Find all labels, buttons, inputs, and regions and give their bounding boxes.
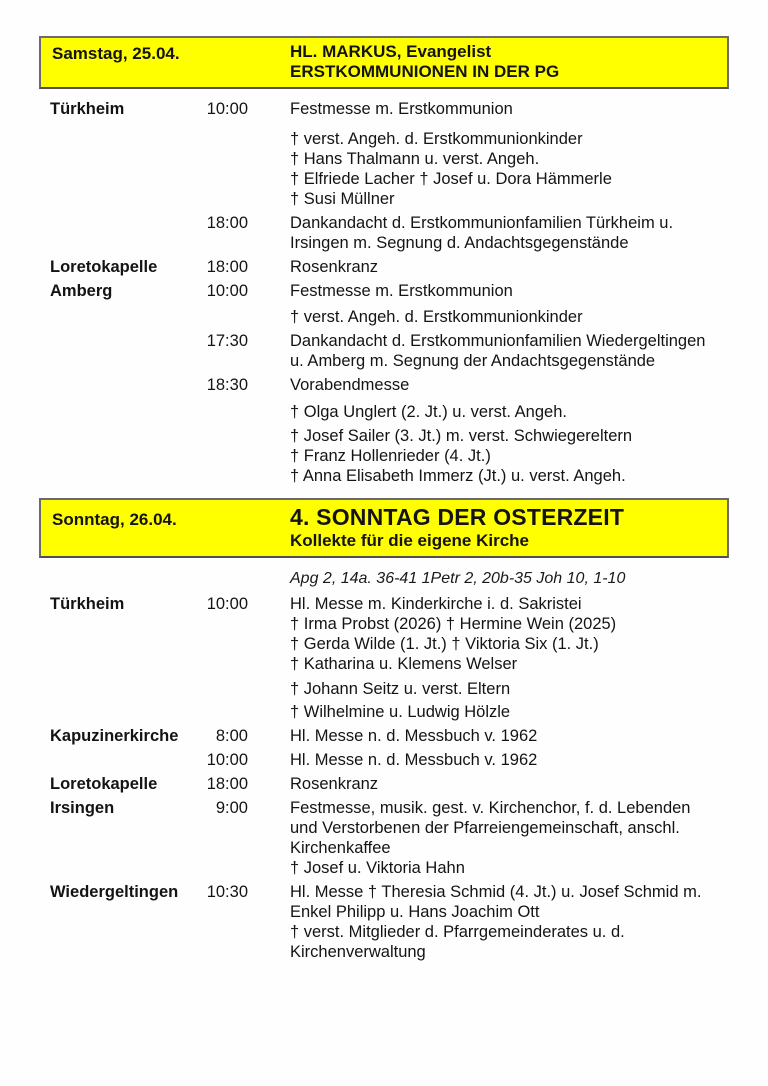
intention-line: † Anna Elisabeth Immerz (Jt.) u. verst. Angeh. [290, 467, 626, 485]
feast-subtitle: ERSTKOMMUNIONEN IN DER PG [290, 62, 560, 81]
service-details [248, 750, 729, 770]
location-label [50, 331, 200, 371]
intention-line: † Irma Probst (2026) † Hermine Wein (2025) [290, 615, 617, 633]
schedule-row [39, 726, 729, 746]
service-details [248, 726, 729, 746]
service-details [248, 882, 729, 962]
service-line: Dankandacht d. Erstkommunionfamilien Türkheim u. Irsingen m. Segnung d. Andachtsgegenstände [290, 214, 674, 252]
sunday-section [39, 498, 729, 962]
intention-line: † verst. Angeh. d. Erstkommunionkinder [290, 308, 583, 326]
time-label: 10:00 [206, 595, 248, 613]
service-details [248, 798, 729, 878]
schedule-row [39, 798, 729, 878]
sunday-schedule [39, 594, 729, 962]
feast-title: HL. MARKUS, Evangelist [290, 42, 492, 61]
time-label: 18:30 [206, 376, 248, 394]
service-line: Hl. Messe n. d. Messbuch v. 1962 [290, 727, 538, 745]
location-label: Türkheim [50, 595, 125, 613]
time-label: 18:00 [206, 214, 248, 232]
intention-line: † Katharina u. Klemens Welser [290, 655, 518, 673]
schedule-row [39, 281, 729, 327]
service-details [248, 213, 729, 253]
time-label: 17:30 [206, 332, 248, 350]
intention-line: † Olga Unglert (2. Jt.) u. verst. Angeh. [290, 403, 567, 421]
intention-line: † Johann Seitz u. verst. Eltern [290, 680, 511, 698]
service-line: Hl. Messe n. d. Messbuch v. 1962 [290, 751, 538, 769]
service-line: Hl. Messe m. Kinderkirche i. d. Sakristei [290, 595, 582, 613]
intention-line: † Elfriede Lacher † Josef u. Dora Hämmerle [290, 170, 612, 188]
service-details [248, 331, 729, 371]
location-label [50, 750, 200, 770]
service-details [248, 99, 729, 209]
time-label: 10:30 [206, 883, 248, 901]
time-label: 10:00 [206, 100, 248, 118]
schedule-row [39, 774, 729, 794]
service-details [248, 774, 729, 794]
saturday-header-bar [39, 36, 729, 89]
intention-line: † Hans Thalmann u. verst. Angeh. [290, 150, 540, 168]
day-titles [290, 42, 719, 82]
saturday-section [39, 36, 729, 486]
day-date: Sonntag, 26.04. [52, 510, 177, 529]
location-label: Loretokapelle [50, 258, 158, 276]
schedule-row [39, 331, 729, 371]
time-label: 9:00 [215, 799, 248, 817]
location-label [50, 213, 200, 253]
intention-line: † Franz Hollenrieder (4. Jt.) [290, 447, 491, 465]
service-line: Rosenkranz [290, 258, 379, 276]
service-details [248, 375, 729, 486]
schedule-row [39, 594, 729, 722]
location-label [50, 375, 200, 486]
schedule-row [39, 750, 729, 770]
service-line: Festmesse, musik. gest. v. Kirchenchor, f. d. Lebenden und Verstorbenen der Pfarreiengemeinschaft, anschl. Kirchenkaffee [290, 799, 691, 857]
service-line: Hl. Messe † Theresia Schmid (4. Jt.) u. Josef Schmid m. Enkel Philipp u. Hans Joachim Ott [290, 883, 702, 921]
sunday-header-bar [39, 498, 729, 558]
service-line: Vorabendmesse [290, 376, 410, 394]
location-label: Amberg [50, 282, 113, 300]
scripture-readings: Apg 2, 14a. 36-41 1Petr 2, 20b-35 Joh 10, 1-10 [290, 570, 626, 587]
schedule-row [39, 99, 729, 209]
service-details [248, 281, 729, 327]
schedule-row [39, 213, 729, 253]
time-label: 10:00 [206, 282, 248, 300]
intention-line: † Susi Müllner [290, 190, 395, 208]
location-label: Wiedergeltingen [50, 883, 179, 901]
location-label: Loretokapelle [50, 775, 158, 793]
intention-line: † verst. Angeh. d. Erstkommunionkinder [290, 130, 583, 148]
intention-line: † Josef Sailer (3. Jt.) m. verst. Schwiegereltern [290, 427, 633, 445]
schedule-row [39, 882, 729, 962]
service-line: Festmesse m. Erstkommunion [290, 282, 513, 300]
feast-subtitle: Kollekte für die eigene Kirche [290, 531, 530, 550]
time-label: 10:00 [206, 751, 248, 769]
schedule-row [39, 257, 729, 277]
service-details [248, 257, 729, 277]
location-label: Irsingen [50, 799, 115, 817]
intention-line: † verst. Mitglieder d. Pfarrgemeinderates u. d. Kirchenverwaltung [290, 923, 625, 961]
time-label: 8:00 [215, 727, 248, 745]
intention-line: † Wilhelmine u. Ludwig Hölzle [290, 703, 511, 721]
time-label: 18:00 [206, 775, 248, 793]
day-date: Samstag, 25.04. [52, 44, 180, 63]
saturday-schedule [39, 99, 729, 486]
feast-title: 4. SONNTAG DER OSTERZEIT [290, 504, 625, 530]
day-titles [290, 504, 719, 551]
intention-line: † Gerda Wilde (1. Jt.) † Viktoria Six (1. Jt.) [290, 635, 599, 653]
service-line: Festmesse m. Erstkommunion [290, 100, 513, 118]
location-label: Kapuzinerkirche [50, 727, 179, 745]
service-line: Dankandacht d. Erstkommunionfamilien Wiedergeltingen u. Amberg m. Segnung der Andachtsgegenstände [290, 332, 706, 370]
schedule-row [39, 375, 729, 486]
time-label: 18:00 [206, 258, 248, 276]
intention-line: † Josef u. Viktoria Hahn [290, 859, 465, 877]
service-line: Rosenkranz [290, 775, 379, 793]
service-details [248, 594, 729, 722]
location-label: Türkheim [50, 100, 125, 118]
